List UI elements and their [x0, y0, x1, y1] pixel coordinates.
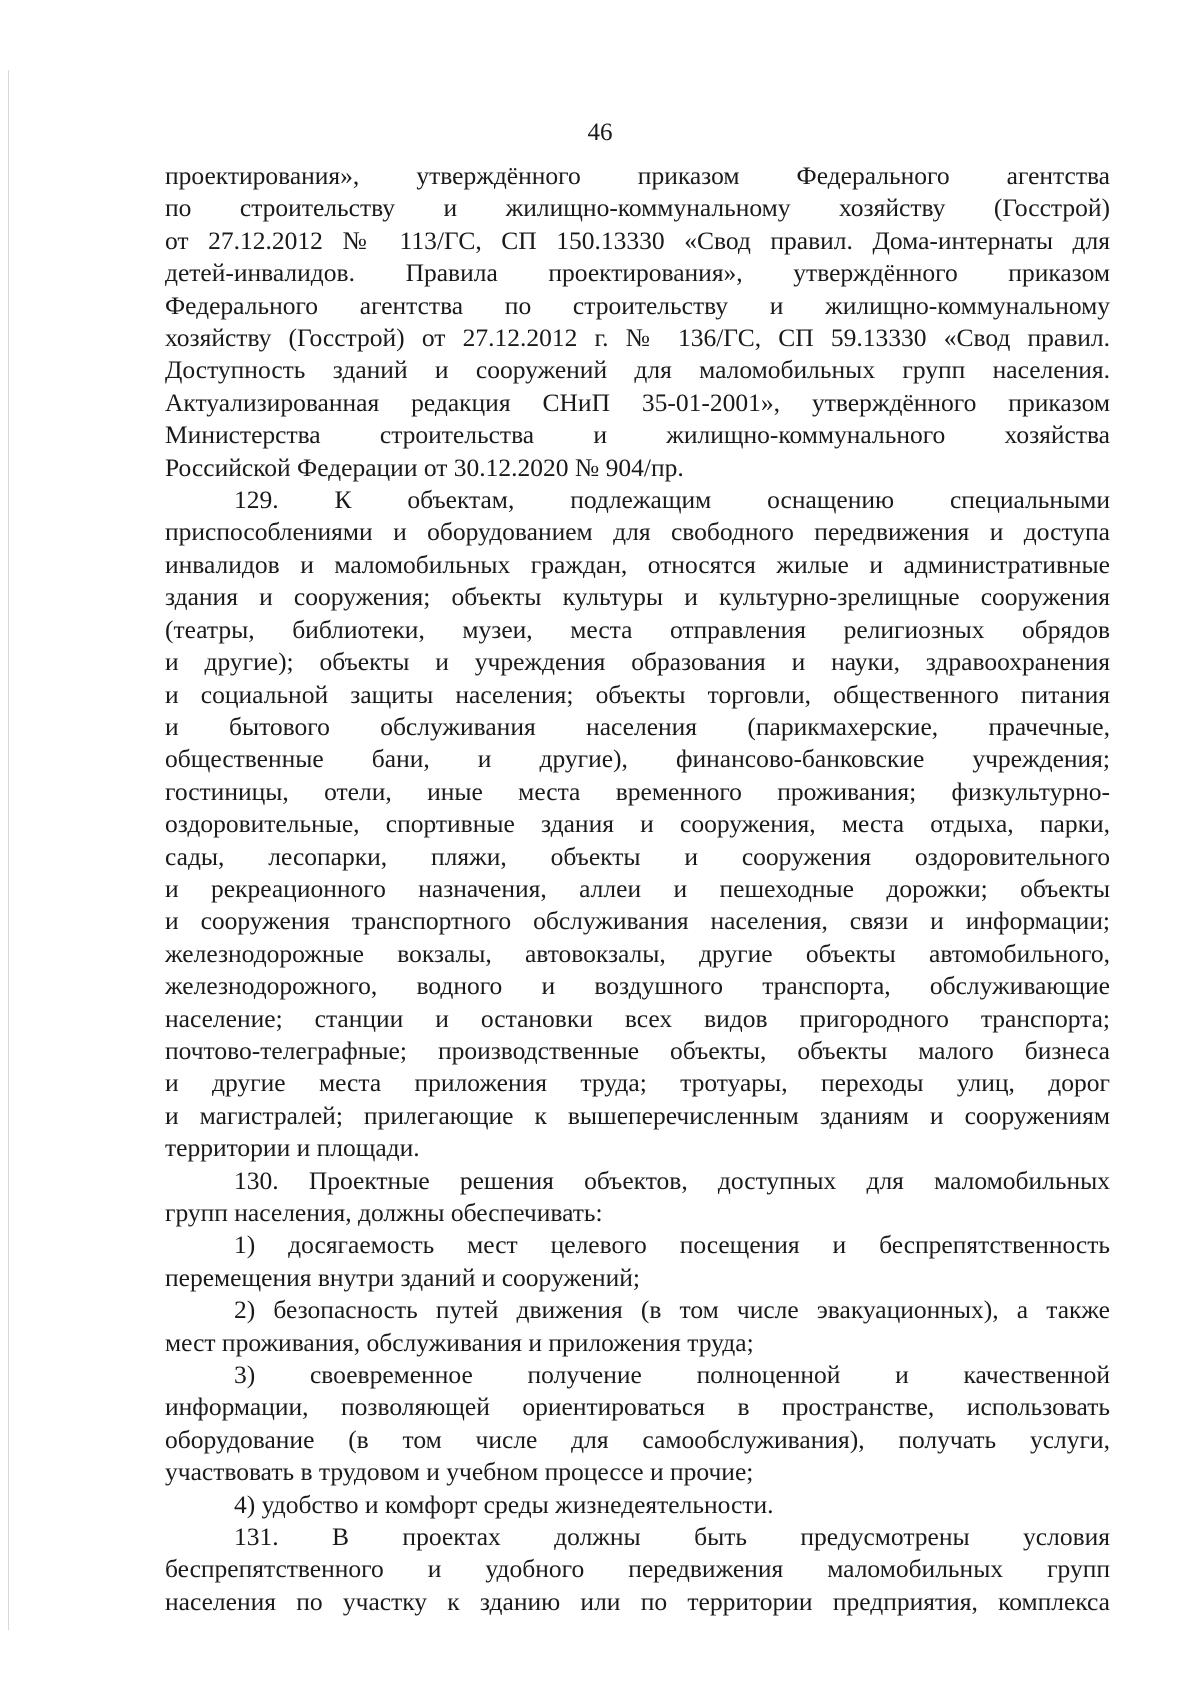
text-line: населения по участку к зданию или по территории предприятия, комплекса	[165, 1586, 1110, 1616]
text-line: Федерального агентства по строительству и жилищно-коммунальному	[165, 290, 1110, 320]
text-line: групп населения, должны обеспечивать:	[165, 1198, 603, 1227]
text-line: инвалидов и маломобильных граждан, относятся жилые и административные	[165, 549, 1110, 579]
text-line: перемещения внутри зданий и сооружений;	[165, 1262, 641, 1292]
text-line: 2) безопасность путей движения (в том числе эвакуационных), а также	[234, 1295, 1110, 1325]
text-line: и другие места приложения труда; тротуары, переходы улиц, дорог	[165, 1068, 1110, 1098]
text-line: Доступность зданий и сооружений для маломобильных групп населения.	[165, 355, 1110, 385]
text-line: здания и сооружения; объекты культуры и культурно-зрелищные сооружения	[165, 582, 1110, 612]
text-line: и бытового обслуживания населения (парикмахерские, прачечные,	[165, 711, 1110, 741]
text-line: 4) удобство и комфорт среды жизнедеятельности.	[234, 1489, 774, 1519]
text-line: 1) досягаемость мест целевого посещения и беспрепятственность	[234, 1230, 1110, 1260]
text-line: и сооружения транспортного обслуживания населения, связи и информации;	[165, 906, 1110, 936]
text-line: население; станции и остановки всех видов пригородного транспорта;	[165, 1003, 1110, 1033]
text-line: по строительству и жилищно-коммунальному хозяйству (Госстрой)	[165, 193, 1110, 223]
text-line: Министерства строительства и жилищно-коммунального хозяйства	[165, 420, 1110, 450]
text-line: общественные бани, и другие), финансово-банковские учреждения;	[165, 744, 1110, 774]
text-line: оздоровительные, спортивные здания и сооружения, места отдыха, парки,	[165, 809, 1110, 839]
text-line: проектирования», утверждённого приказом Федерального агентства	[165, 161, 1110, 190]
text-line: Актуализированная редакция СНиП 35-01-2001», утверждённого приказом	[165, 387, 1110, 417]
text-line: 3) своевременное получение полноценной и качественной	[234, 1360, 1110, 1390]
text-line: от 27.12.2012 № 113/ГС, СП 150.13330 «Свод правил. Дома-интернаты для	[165, 225, 1110, 255]
text-line: и социальной защиты населения; объекты торговли, общественного питания	[165, 679, 1110, 709]
text-line: приспособлениями и оборудованием для свободного передвижения и доступа	[165, 517, 1110, 547]
text-line: железнодорожного, водного и воздушного транспорта, обслуживающие	[165, 971, 1110, 1001]
text-line: и рекреационного назначения, аллеи и пешеходные дорожки; объекты	[165, 873, 1110, 903]
text-line: и другие); объекты и учреждения образования и науки, здравоохранения	[165, 647, 1110, 677]
text-line: и магистралей; прилегающие к вышеперечисленным зданиям и сооружениям	[165, 1100, 1110, 1130]
text-line: (театры, библиотеки, музеи, места отправления религиозных обрядов	[165, 614, 1110, 644]
text-line: детей-инвалидов. Правила проектирования», утверждённого приказом	[165, 258, 1110, 288]
text-line: оборудование (в том числе для самообслуживания), получать услуги,	[165, 1424, 1110, 1454]
text-line: гостиницы, отели, иные места временного проживания; физкультурно-	[165, 776, 1110, 806]
body-text	[165, 160, 1110, 1618]
text-line: информации, позволяющей ориентироваться в пространстве, использовать	[165, 1392, 1110, 1422]
text-line: мест проживания, обслуживания и приложения труда;	[165, 1327, 754, 1357]
text-line: 130. Проектные решения объектов, доступных для маломобильных	[234, 1165, 1110, 1195]
text-line: 131. В проектах должны быть предусмотрены условия	[234, 1522, 1110, 1552]
text-line: почтово-телеграфные; производственные объекты, объекты малого бизнеса	[165, 1035, 1110, 1065]
text-line: железнодорожные вокзалы, автовокзалы, другие объекты автомобильного,	[165, 938, 1110, 968]
text-line: участвовать в трудовом и учебном процессе и прочие;	[165, 1457, 754, 1487]
text-line: хозяйству (Госстрой) от 27.12.2012 г. № 136/ГС, СП 59.13330 «Свод правил.	[165, 323, 1110, 353]
text-line: сады, лесопарки, пляжи, объекты и сооружения оздоровительного	[165, 841, 1110, 871]
text-line: беспрепятственного и удобного передвижения маломобильных групп	[165, 1554, 1110, 1584]
text-line: 129. К объектам, подлежащим оснащению специальными	[234, 485, 1110, 515]
scan-margin-line	[8, 70, 9, 1630]
text-line: территории и площади.	[165, 1133, 420, 1163]
page-number: 46	[587, 119, 613, 146]
text-line: Российской Федерации от 30.12.2020 № 904/пр.	[165, 452, 684, 482]
